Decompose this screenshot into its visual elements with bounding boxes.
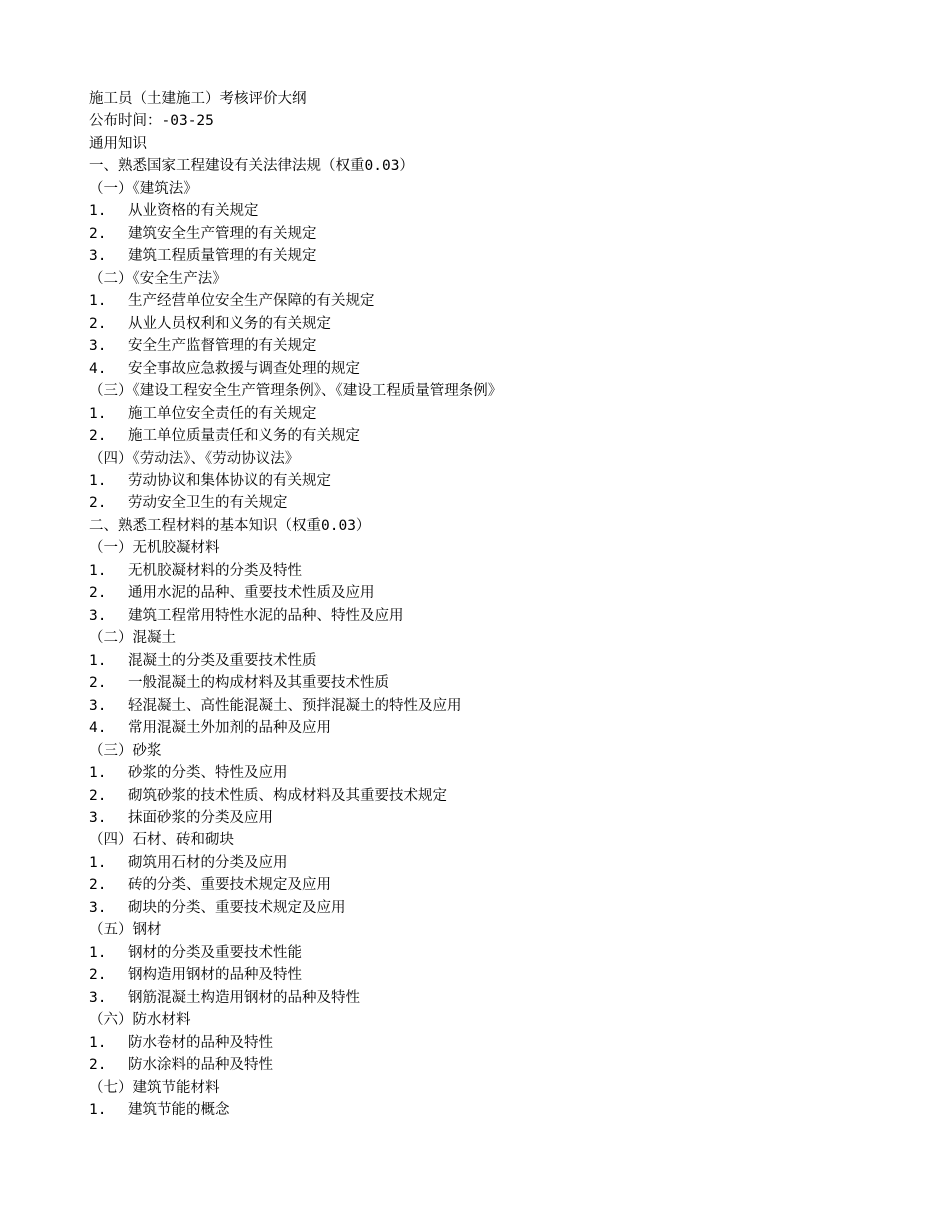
list-item <box>89 200 909 222</box>
list-item <box>89 807 909 829</box>
item-number: 1. <box>89 652 107 669</box>
item-number: 2. <box>89 495 107 512</box>
part-heading <box>89 155 909 177</box>
list-item <box>89 852 909 874</box>
list-item <box>89 964 909 986</box>
item-number: 4. <box>89 360 107 377</box>
list-item <box>89 290 909 312</box>
list-item <box>89 245 909 267</box>
list-item <box>89 1032 909 1054</box>
item-text: 建筑安全生产管理的有关规定 <box>128 225 317 242</box>
item-text: 安全事故应急救援与调查处理的规定 <box>128 360 360 377</box>
item-number: 2. <box>89 1057 107 1074</box>
item-text: 安全生产监督管理的有关规定 <box>128 338 317 355</box>
item-number: 2. <box>89 225 107 242</box>
item-text: 砌筑用石材的分类及应用 <box>128 854 288 871</box>
item-text: 施工单位质量责任和义务的有关规定 <box>128 428 360 445</box>
item-text: 砂浆的分类、特性及应用 <box>128 765 288 782</box>
list-item <box>89 335 909 357</box>
item-text: 一般混凝土的构成材料及其重要技术性质 <box>128 675 389 692</box>
item-text: 混凝土的分类及重要技术性质 <box>128 652 317 669</box>
item-number: 2. <box>89 967 107 984</box>
item-text: 无机胶凝材料的分类及特性 <box>128 562 302 579</box>
list-item <box>89 492 909 514</box>
list-item <box>89 403 909 425</box>
item-number: 1. <box>89 293 107 310</box>
item-text: 防水涂料的品种及特性 <box>128 1057 273 1074</box>
document-body <box>89 88 909 1122</box>
part-heading-close: ） <box>399 158 414 175</box>
list-item <box>89 695 909 717</box>
item-number: 2. <box>89 877 107 894</box>
list-item <box>89 785 909 807</box>
part-heading-text: 二、熟悉工程材料的基本知识（权重 <box>89 517 321 534</box>
item-number: 2. <box>89 428 107 445</box>
list-item <box>89 470 909 492</box>
list-item <box>89 313 909 335</box>
list-item <box>89 672 909 694</box>
item-number: 1. <box>89 472 107 489</box>
subsection-heading: （三）砂浆 <box>89 742 162 759</box>
item-number: 2. <box>89 585 107 602</box>
list-item <box>89 987 909 1009</box>
item-text: 砌块的分类、重要技术规定及应用 <box>128 899 346 916</box>
list-item <box>89 1054 909 1076</box>
list-item <box>89 223 909 245</box>
document-title: 施工员（土建施工）考核评价大纲 <box>89 91 307 107</box>
list-item <box>89 717 909 739</box>
part-heading-text: 一、熟悉国家工程建设有关法律法规（权重 <box>89 158 365 175</box>
item-text: 钢材的分类及重要技术性能 <box>128 944 302 961</box>
item-number: 1. <box>89 944 107 961</box>
item-text: 建筑工程质量管理的有关规定 <box>128 248 317 265</box>
publish-label: 公布时间： <box>89 113 162 130</box>
item-text: 砌筑砂浆的技术性质、构成材料及其重要技术规定 <box>128 787 447 804</box>
subsection-heading: （二）《安全生产法》 <box>89 270 227 287</box>
list-item <box>89 560 909 582</box>
weight-value: 0.03 <box>321 517 356 534</box>
item-number: 3. <box>89 338 107 355</box>
item-text: 防水卷材的品种及特性 <box>128 1034 273 1051</box>
item-number: 3. <box>89 248 107 265</box>
subsection-heading: （一）无机胶凝材料 <box>89 540 220 557</box>
item-number: 1. <box>89 203 107 220</box>
list-item <box>89 650 909 672</box>
publish-date: -03-25 <box>161 113 214 130</box>
publish-date-line <box>89 110 909 132</box>
subsection-heading: （五）钢材 <box>89 922 162 939</box>
item-number: 1. <box>89 765 107 782</box>
item-text: 抹面砂浆的分类及应用 <box>128 810 273 826</box>
item-text: 钢筋混凝土构造用钢材的品种及特性 <box>128 989 360 1006</box>
item-text: 轻混凝土、高性能混凝土、预拌混凝土的特性及应用 <box>128 697 462 714</box>
item-text: 从业资格的有关规定 <box>128 203 259 220</box>
item-number: 1. <box>89 405 107 422</box>
item-number: 3. <box>89 989 107 1006</box>
list-item <box>89 582 909 604</box>
part-heading-close: ） <box>355 517 371 534</box>
item-number: 1. <box>89 1034 107 1051</box>
list-item <box>89 897 909 919</box>
list-item <box>89 1099 909 1121</box>
item-number: 2. <box>89 315 107 332</box>
part-heading <box>89 515 909 537</box>
list-item <box>89 425 909 447</box>
item-text: 常用混凝土外加剂的品种及应用 <box>128 720 331 737</box>
item-number: 2. <box>89 787 107 804</box>
item-text: 钢构造用钢材的品种及特性 <box>128 967 302 984</box>
subsection-heading: （三）《建设工程安全生产管理条例》、《建设工程质量管理条例》 <box>89 383 503 400</box>
item-number: 1. <box>89 854 107 871</box>
subsection-heading: （七）建筑节能材料 <box>89 1079 220 1096</box>
list-item <box>89 358 909 380</box>
section-general: 通用知识 <box>89 135 147 152</box>
subsection-heading: （四）《劳动法》、《劳动协议法》 <box>89 450 300 467</box>
item-text: 建筑节能的概念 <box>128 1102 230 1119</box>
subsection-heading: （六）防水材料 <box>89 1012 191 1029</box>
subsection-heading: （二）混凝土 <box>89 630 176 647</box>
item-number: 3. <box>89 607 107 624</box>
item-text: 建筑工程常用特性水泥的品种、特性及应用 <box>128 607 404 624</box>
weight-value: 0.03 <box>364 158 400 175</box>
list-item <box>89 605 909 627</box>
item-number: 1. <box>89 562 107 579</box>
item-text: 施工单位安全责任的有关规定 <box>128 405 317 422</box>
item-number: 1. <box>89 1102 107 1119</box>
item-number: 3. <box>89 810 107 826</box>
item-number: 3. <box>89 697 107 714</box>
item-text: 生产经营单位安全生产保障的有关规定 <box>128 293 375 310</box>
item-text: 劳动安全卫生的有关规定 <box>128 495 288 512</box>
subsection-heading: （四）石材、砖和砌块 <box>89 832 234 849</box>
item-number: 4. <box>89 720 107 737</box>
item-text: 劳动协议和集体协议的有关规定 <box>128 472 331 489</box>
item-text: 从业人员权利和义务的有关规定 <box>128 315 331 332</box>
subsection-heading: （一）《建筑法》 <box>89 180 198 197</box>
item-number: 3. <box>89 899 107 916</box>
item-text: 通用水泥的品种、重要技术性质及应用 <box>128 585 375 602</box>
list-item <box>89 762 909 784</box>
item-number: 2. <box>89 675 107 692</box>
list-item <box>89 942 909 964</box>
list-item <box>89 874 909 896</box>
item-text: 砖的分类、重要技术规定及应用 <box>128 877 331 894</box>
